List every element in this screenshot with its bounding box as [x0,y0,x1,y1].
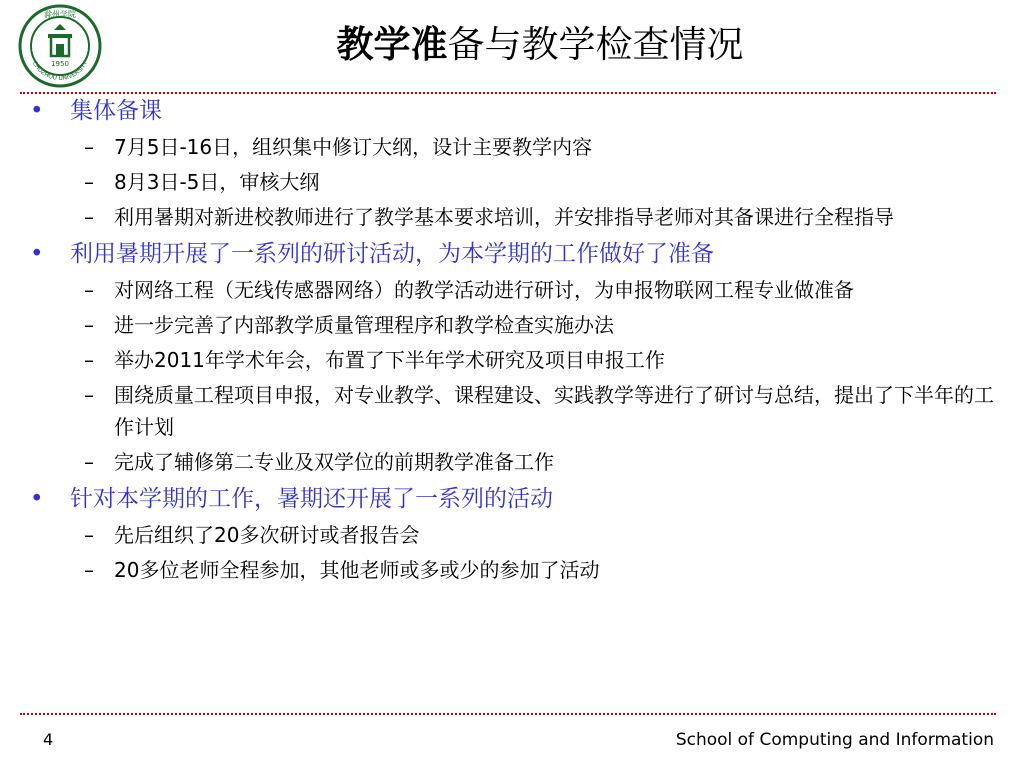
list-item-text: 先后组织了20多次研讨或者报告会 [114,523,420,547]
section-heading [0,94,1024,128]
section-heading-text: 针对本学期的工作，暑期还开展了一系列的活动 [70,486,553,512]
dash-icon: – [84,205,94,229]
dash-icon: – [84,135,94,159]
list-item-text: 举办2011年学术年会，布置了下半年学术研究及项目申报工作 [114,348,665,372]
list-item [0,166,1024,198]
footer-school-name: School of Computing and Information [675,730,994,750]
svg-text:滁州学院: 滁州学院 [44,10,76,19]
list-item [0,131,1024,163]
list-item [0,309,1024,341]
list-item-text: 围绕质量工程项目申报，对专业教学、课程建设、实践教学等进行了研讨与总结，提出了下半年的工作计划 [114,383,994,439]
dash-icon: – [84,278,94,302]
list-item-text: 对网络工程（无线传感器网络）的教学活动进行研讨，为申报物联网工程专业做准备 [114,278,854,302]
list-item-text: 完成了辅修第二专业及双学位的前期教学准备工作 [114,450,554,474]
dash-icon: – [84,313,94,337]
dash-icon: – [84,450,94,474]
slide-content [0,90,1024,586]
dash-icon: – [84,348,94,372]
title-rest: 备与教学检查情况 [447,23,744,66]
list-item [0,274,1024,306]
svg-text:CHUZHOU UNIVERSITY: CHUZHOU UNIVERSITY [30,60,90,83]
bottom-divider [20,713,996,715]
svg-text:1950: 1950 [51,60,69,68]
section-heading [0,237,1024,271]
list-item [0,554,1024,586]
list-item [0,519,1024,551]
page-title [0,22,1024,68]
page-number: 4 [43,730,54,749]
list-item-text: 利用暑期对新进校教师进行了教学基本要求培训，并安排指导老师对其备课进行全程指导 [114,205,894,229]
dash-icon: – [84,523,94,547]
list-item [0,379,1024,443]
list-item [0,446,1024,478]
list-item-text: 20多位老师全程参加，其他老师或多或少的参加了活动 [114,558,600,582]
list-item-text: 进一步完善了内部教学质量管理程序和教学检查实施办法 [114,313,614,337]
list-item [0,201,1024,233]
dash-icon: – [84,170,94,194]
bullet-icon: • [30,241,44,267]
list-item [0,344,1024,376]
dash-icon: – [84,383,94,407]
list-item-text: 7月5日-16日，组织集中修订大纲，设计主要教学内容 [114,135,593,159]
section-heading [0,482,1024,516]
bullet-icon: • [30,98,44,124]
section-heading-text: 利用暑期开展了一系列的研讨活动，为本学期的工作做好了准备 [70,241,714,267]
section-heading-text: 集体备课 [70,98,162,124]
bullet-icon: • [30,486,44,512]
title-bold-part: 教学准 [336,23,448,66]
dash-icon: – [84,558,94,582]
list-item-text: 8月3日-5日，审核大纲 [114,170,320,194]
